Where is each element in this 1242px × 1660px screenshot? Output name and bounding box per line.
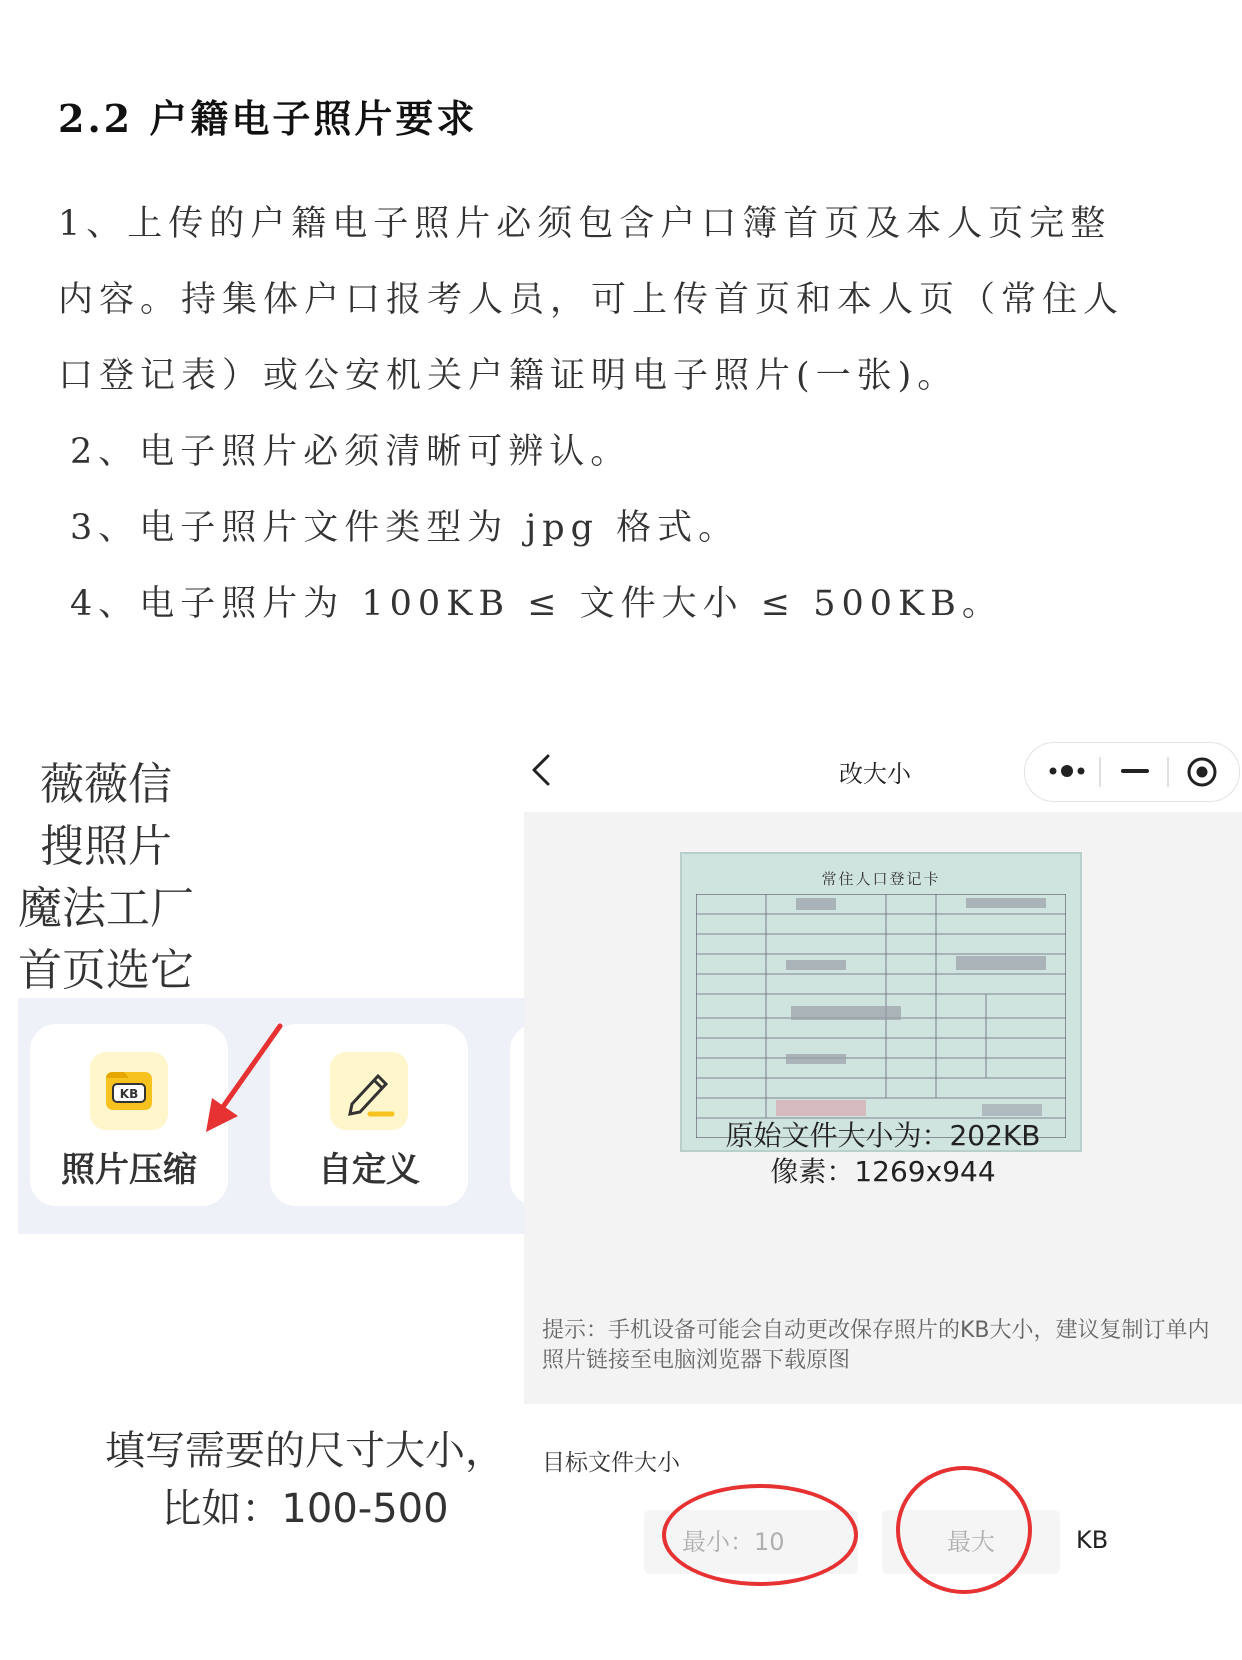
pencil-icon: [330, 1052, 408, 1130]
original-file-size: 原始文件大小为：202KB: [725, 1119, 1041, 1152]
document-line: 3、电子照片文件类型为 jpg 格式。: [70, 508, 740, 548]
registration-card-title: 常住人口登记卡: [821, 870, 941, 888]
chevron-left-icon: [530, 752, 554, 788]
instruction-text: 填写需要的尺寸大小，比如：100-500: [105, 1428, 505, 1532]
capsule-divider: [1099, 757, 1101, 787]
capsule-divider: [1167, 757, 1169, 787]
max-size-input[interactable]: [882, 1510, 1060, 1574]
registration-card-grid: [696, 894, 1066, 1138]
min-size-input[interactable]: [644, 1510, 858, 1574]
target-size-label: 目标文件大小: [542, 1450, 680, 1476]
document-line: 口登记表）或公安机关户籍证明电子照片(一张)。: [58, 356, 959, 396]
document-line: 4、电子照片为 100KB ≤ 文件大小 ≤ 500KB。: [70, 584, 1003, 624]
registration-card-photo: [680, 852, 1082, 1152]
promo-text: [6, 754, 206, 1002]
pixel-dimensions: 像素：1269x944: [770, 1155, 996, 1188]
more-icon[interactable]: [1047, 761, 1087, 781]
back-button[interactable]: [530, 752, 554, 792]
target-icon[interactable]: [1185, 755, 1219, 789]
mini-program-capsule: [1024, 742, 1240, 802]
tip-text: 提示：手机设备可能会自动更改保存照片的KB大小，建议复制订单内照片链接至电脑浏览器下载原图: [542, 1318, 1210, 1373]
promo-line: 搜照片: [40, 821, 172, 872]
page-title: 改大小: [839, 760, 911, 788]
minimize-icon[interactable]: [1119, 761, 1151, 781]
document-line: 2、电子照片必须清晰可辨认。: [70, 432, 632, 472]
red-arrow-icon: [196, 1020, 286, 1140]
tool-card-partial[interactable]: [510, 1024, 524, 1206]
svg-text:KB: KB: [119, 1087, 139, 1101]
promo-line: 薇薇信: [40, 759, 172, 810]
document-line: 1、上传的户籍电子照片必须包含户口簿首页及本人页完整: [58, 204, 1112, 244]
promo-line: 首页选它: [18, 945, 194, 996]
tool-card-custom[interactable]: [270, 1024, 468, 1206]
tool-label: 自定义: [318, 1150, 420, 1190]
document-line: 内容。持集体户口报考人员，可上传首页和本人页（常住人: [58, 280, 1125, 320]
kb-folder-icon: [90, 1052, 168, 1130]
document-heading: 2.2 户籍电子照片要求: [58, 96, 478, 141]
unit-label: KB: [1076, 1526, 1109, 1554]
tool-label: 照片压缩: [61, 1150, 197, 1190]
promo-line: 魔法工厂: [18, 883, 194, 934]
